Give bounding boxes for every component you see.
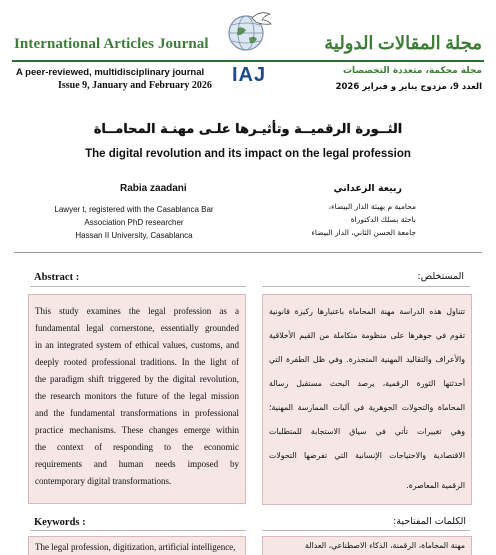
keywords-heading-en: Keywords : — [34, 517, 86, 528]
heading-rule — [30, 530, 246, 531]
abstract-line-ar: المحاماة والتحولات الجوهرية في آليات الممارسة المهنية؛ — [269, 403, 465, 412]
abstract-line-en: and the fundamental transformations in professional — [35, 408, 239, 418]
header-rule — [12, 60, 484, 62]
author-name-ar: ربيعة الزعداني — [333, 183, 402, 194]
journal-issue-en: Issue 9, January and February 2026 — [58, 80, 212, 91]
journal-abbrev-logo: IAJ — [231, 64, 267, 86]
abstract-line-ar: تقوم في جوهرها على منظومة متكاملة من القيم الأخلاقية — [269, 331, 465, 340]
abstract-line-en: the context of responding to the economic — [35, 442, 239, 452]
abstract-box-ar — [262, 294, 472, 505]
author-affiliation-en: Association PhD researcher — [84, 218, 184, 227]
article-title-ar: الثــورة الرقميــة وتأثيـرها علـى مهنـة المحامــاة — [93, 122, 403, 137]
section-divider — [14, 252, 482, 253]
abstract-line-en: deeply rooted professional traditions. In the light of — [35, 357, 239, 367]
abstract-line-en: requirements and human needs imposed by — [35, 459, 239, 469]
abstract-line-ar: الاقتصادية والاحتياجات الإنسانية التي تفرضها التحولات — [269, 451, 465, 460]
abstract-line-en: the paradigm shift triggered by the digital revolution, — [35, 374, 239, 384]
article-title-en: The digital revolution and its impact on the legal profession — [85, 148, 411, 160]
keywords-text-en: The legal profession, digitization, artificial intelligence, — [35, 542, 236, 552]
author-affiliation-ar: باحثة بسلك الدكتوراة — [350, 215, 416, 224]
globe-dove-logo-icon — [224, 8, 274, 54]
author-affiliation-ar: جامعة الحسن الثاني، الدار البيضاء — [311, 228, 416, 237]
journal-name-en: International Articles Journal — [14, 36, 209, 52]
abstract-line-en: practice mechanisms. These changes emerge within — [35, 425, 239, 435]
heading-rule — [30, 286, 246, 287]
heading-rule — [262, 530, 470, 531]
author-affiliation-ar: محامية م بهيئة الدار البيضاء، — [328, 202, 416, 211]
keywords-text-ar: مهنة المحاماة، الرقمنة، الذكاء الاصطناعي، العدالة — [305, 541, 465, 550]
abstract-line-en: fundamental legal cornerstone, essentially grounded — [35, 323, 239, 333]
abstract-line-ar: تتناول هذه الدراسة مهنة المحاماة باعتبارها ركيزة قانونية — [269, 307, 465, 316]
keywords-heading-ar: الكلمات المفتاحية: — [393, 516, 466, 527]
journal-subtitle-ar: مجلة محكمة، متعددة التخصصات — [342, 66, 482, 76]
journal-subtitle-en: A peer-reviewed, multidisciplinary journal — [16, 67, 205, 78]
keywords-box-en — [28, 536, 246, 555]
abstract-line-ar: وهي تغييرات تأتي في سياق الاستجابة للمتطلبات — [269, 427, 465, 436]
keywords-box-ar — [262, 536, 472, 555]
abstract-line-en: in an integrated system of ethical values, customs, and — [35, 340, 239, 350]
author-affiliation-en: Hassan II University, Casablanca — [75, 231, 193, 240]
abstract-line-en: This study examines the legal profession as a — [35, 306, 239, 316]
abstract-line-ar: أحدثتها الثورة الرقمية، يرصد البحث مستقبل رسالة — [269, 379, 465, 388]
abstract-line-ar: والأعراف والتقاليد المهنية المتجذرة. وفي ظل الطفرة التي — [269, 355, 465, 364]
abstract-box-en — [28, 294, 246, 504]
heading-rule — [262, 286, 470, 287]
abstract-line-ar: الرقمية المعاصرة. — [406, 481, 465, 490]
author-name-en: Rabia zaadani — [120, 183, 187, 194]
abstract-line-en: contemporary digital transformations. — [35, 476, 172, 486]
abstract-heading-en: Abstract : — [34, 272, 80, 283]
journal-issue-ar: العدد 9، مزدوج يناير و فبراير 2026 — [335, 82, 482, 92]
author-affiliation-en: Lawyer t, registered with the Casablanca Bar — [54, 205, 214, 214]
journal-name-ar: مجلة المقالات الدولية — [324, 33, 482, 53]
abstract-heading-ar: المستخلص: — [417, 271, 464, 282]
abstract-line-en: the research monitors the future of the legal mission — [35, 391, 239, 401]
